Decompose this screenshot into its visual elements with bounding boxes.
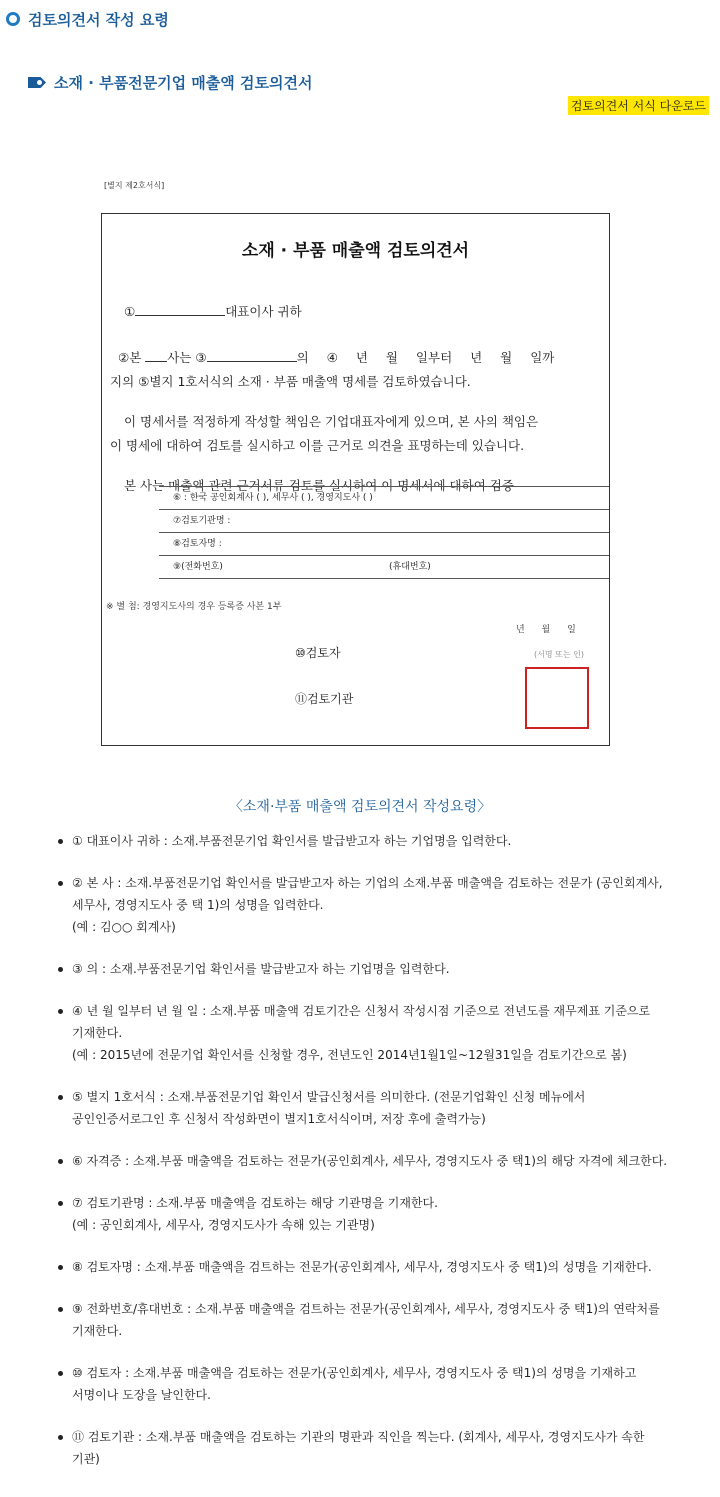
seal-box xyxy=(525,667,589,729)
section-title: 소재 · 부품전문기업 매출액 검토의견서 xyxy=(54,74,313,92)
agency-name-row: ⑦검토기관명 : xyxy=(159,510,609,533)
guide-item-line: 서명이나 도장을 날인한다. xyxy=(72,1388,211,1402)
guide-item-line: (예 : 김○○ 회계사) xyxy=(72,920,176,934)
guide-item xyxy=(60,1150,715,1172)
guide-item-line: (예 : 2015년에 전문기업 확인서를 신청할 경우, 전년도인 2014년1월1일~12월31일을 검토기간으로 봄) xyxy=(72,1048,627,1062)
page-title: 검토의견서 작성 요령 xyxy=(28,10,169,29)
form-note: ※ 별 첨: 경영지도사의 경우 등록증 사본 1부 xyxy=(106,602,282,612)
form-line-3a: 이 명세서를 적정하게 작성할 책임은 기업대표자에게 있으며, 본 사의 책임은 xyxy=(124,414,539,429)
phone-row: ⑨(전화번호) (휴대번호) xyxy=(159,556,609,579)
form-line-4: 본 사는 매출액 관련 근거서류 검토를 실시하여 이 명세서에 대하여 검증 xyxy=(124,478,514,493)
form-line-2a: ②본 사는 ③ 의 ④ 년 월 일부터 년 월 일까 xyxy=(118,350,555,365)
guide-item-line: ④ 년 월 일부터 년 월 일 : 소재.부품 매출액 검토기간은 신청서 작성시점 기준으로 전년도를 재무제표 기준으로 xyxy=(72,1004,651,1018)
guide-item-line: ⑪ 검토기관 : 소재.부품 매출액을 검토하는 기관의 명판과 직인을 찍는다. (회계사, 세무사, 경영지도사가 속한 xyxy=(72,1430,645,1444)
reviewer-name-row: ⑧검토자명 : xyxy=(159,533,609,556)
guide-item xyxy=(60,1298,715,1342)
qualification-row: ⑥ : 한국 공인회계사 ( ), 세무사 ( ), 경영지도사 ( ) xyxy=(159,487,609,510)
guide-item-line: ② 본 사 : 소재.부품전문기업 확인서를 발급받고자 하는 기업의 소재.부품 매출액을 검토하는 전문가 (공인회계사, xyxy=(72,876,663,890)
tag-arrow-icon xyxy=(28,77,46,88)
form-reviewer: ⑩검토자 xyxy=(295,646,341,660)
form-sign-hint: (서명 또는 인) xyxy=(534,650,584,659)
guide-item-line: ⑧ 검토자명 : 소재.부품 매출액을 검트하는 전문가(공인회계사, 세무사, 경영지도사 중 택1)의 성명을 기재한다. xyxy=(72,1260,652,1274)
guide-item-line: 기재한다. xyxy=(72,1324,123,1338)
guide-item-line: 기재한다. xyxy=(72,1026,123,1040)
form-line-addressee: ① 대표이사 귀하 xyxy=(124,304,302,319)
guide-item-line: ① 대표이사 귀하 : 소재.부품전문기업 확인서를 발급받고자 하는 기업명을 입력한다. xyxy=(72,834,512,848)
guide-item xyxy=(60,1000,715,1066)
guide-item-line: (예 : 공인회계사, 세무사, 경영지도사가 속해 있는 기관명) xyxy=(72,1218,375,1232)
guide-item-line: ③ 의 : 소재.부품전문기업 확인서를 발급받고자 하는 기업명을 입력한다. xyxy=(72,962,450,976)
bullet-circle-icon xyxy=(6,12,20,26)
form-agency: ⑪검토기관 xyxy=(295,692,354,706)
guide-item xyxy=(60,1256,715,1278)
guide-item xyxy=(60,1086,715,1130)
guide-item-line: ⑤ 별지 1호서식 : 소재.부품전문기업 확인서 발급신청서를 의미한다. (전문기업확인 신청 메뉴에서 xyxy=(72,1090,586,1104)
guide-item-line: ⑦ 검토기관명 : 소재.부품 매출액을 검토하는 해당 기관명을 기재한다. xyxy=(72,1196,438,1210)
form-line-2b: 지의 ⑤별지 1호서식의 소재 · 부품 매출액 명세를 검토하였습니다. xyxy=(110,374,471,389)
guide-title: 〈소재·부품 매출액 검토의견서 작성요령〉 xyxy=(228,799,492,815)
guide-item xyxy=(60,1426,715,1470)
form-title: 소재 · 부품 매출액 검토의견서 xyxy=(241,241,470,261)
guide-item-line: ⑩ 검토자 : 소재.부품 매출액을 검토하는 전문가(공인회계사, 세무사, 경영지도사 중 택1)의 성명을 기재하고 xyxy=(72,1366,637,1380)
guide-item-line: ⑥ 자격증 : 소재.부품 매출액을 검토하는 전문가(공인회계사, 세무사, 경영지도사 중 택1)의 해당 자격에 체크한다. xyxy=(72,1154,668,1168)
guide-item xyxy=(60,1192,715,1236)
page-header xyxy=(6,8,169,30)
form-caption: [별지 제2호서식] xyxy=(104,181,165,190)
guide-item-line: 세무사, 경영지도사 중 택 1)의 성명을 입력한다. xyxy=(72,898,324,912)
guide-list xyxy=(60,830,715,1490)
guide-item xyxy=(60,1362,715,1406)
download-form-link[interactable]: 검토의견서 서식 다운로드 xyxy=(568,96,709,115)
guide-item xyxy=(60,830,715,852)
guide-item xyxy=(60,872,715,938)
form-info-table xyxy=(159,486,609,579)
guide-item-line: ⑨ 전화번호/휴대번호 : 소재.부품 매출액을 검트하는 전문가(공인회계사, 세무사, 경영지도사 중 택1)의 연락처를 xyxy=(72,1302,660,1316)
form-line-3b: 이 명세에 대하여 검토를 실시하고 이를 근거로 의견을 표명하는데 있습니다. xyxy=(110,438,525,453)
guide-item-line: 공인인증서로그인 후 신청서 작성화면이 별지1호서식이며, 저장 후에 출력가능) xyxy=(72,1112,486,1126)
review-opinion-form-image xyxy=(101,213,610,746)
form-date: 년 월 일 xyxy=(516,625,576,635)
guide-item xyxy=(60,958,715,980)
section-header xyxy=(28,72,312,93)
guide-item-line: 기관) xyxy=(72,1452,100,1466)
